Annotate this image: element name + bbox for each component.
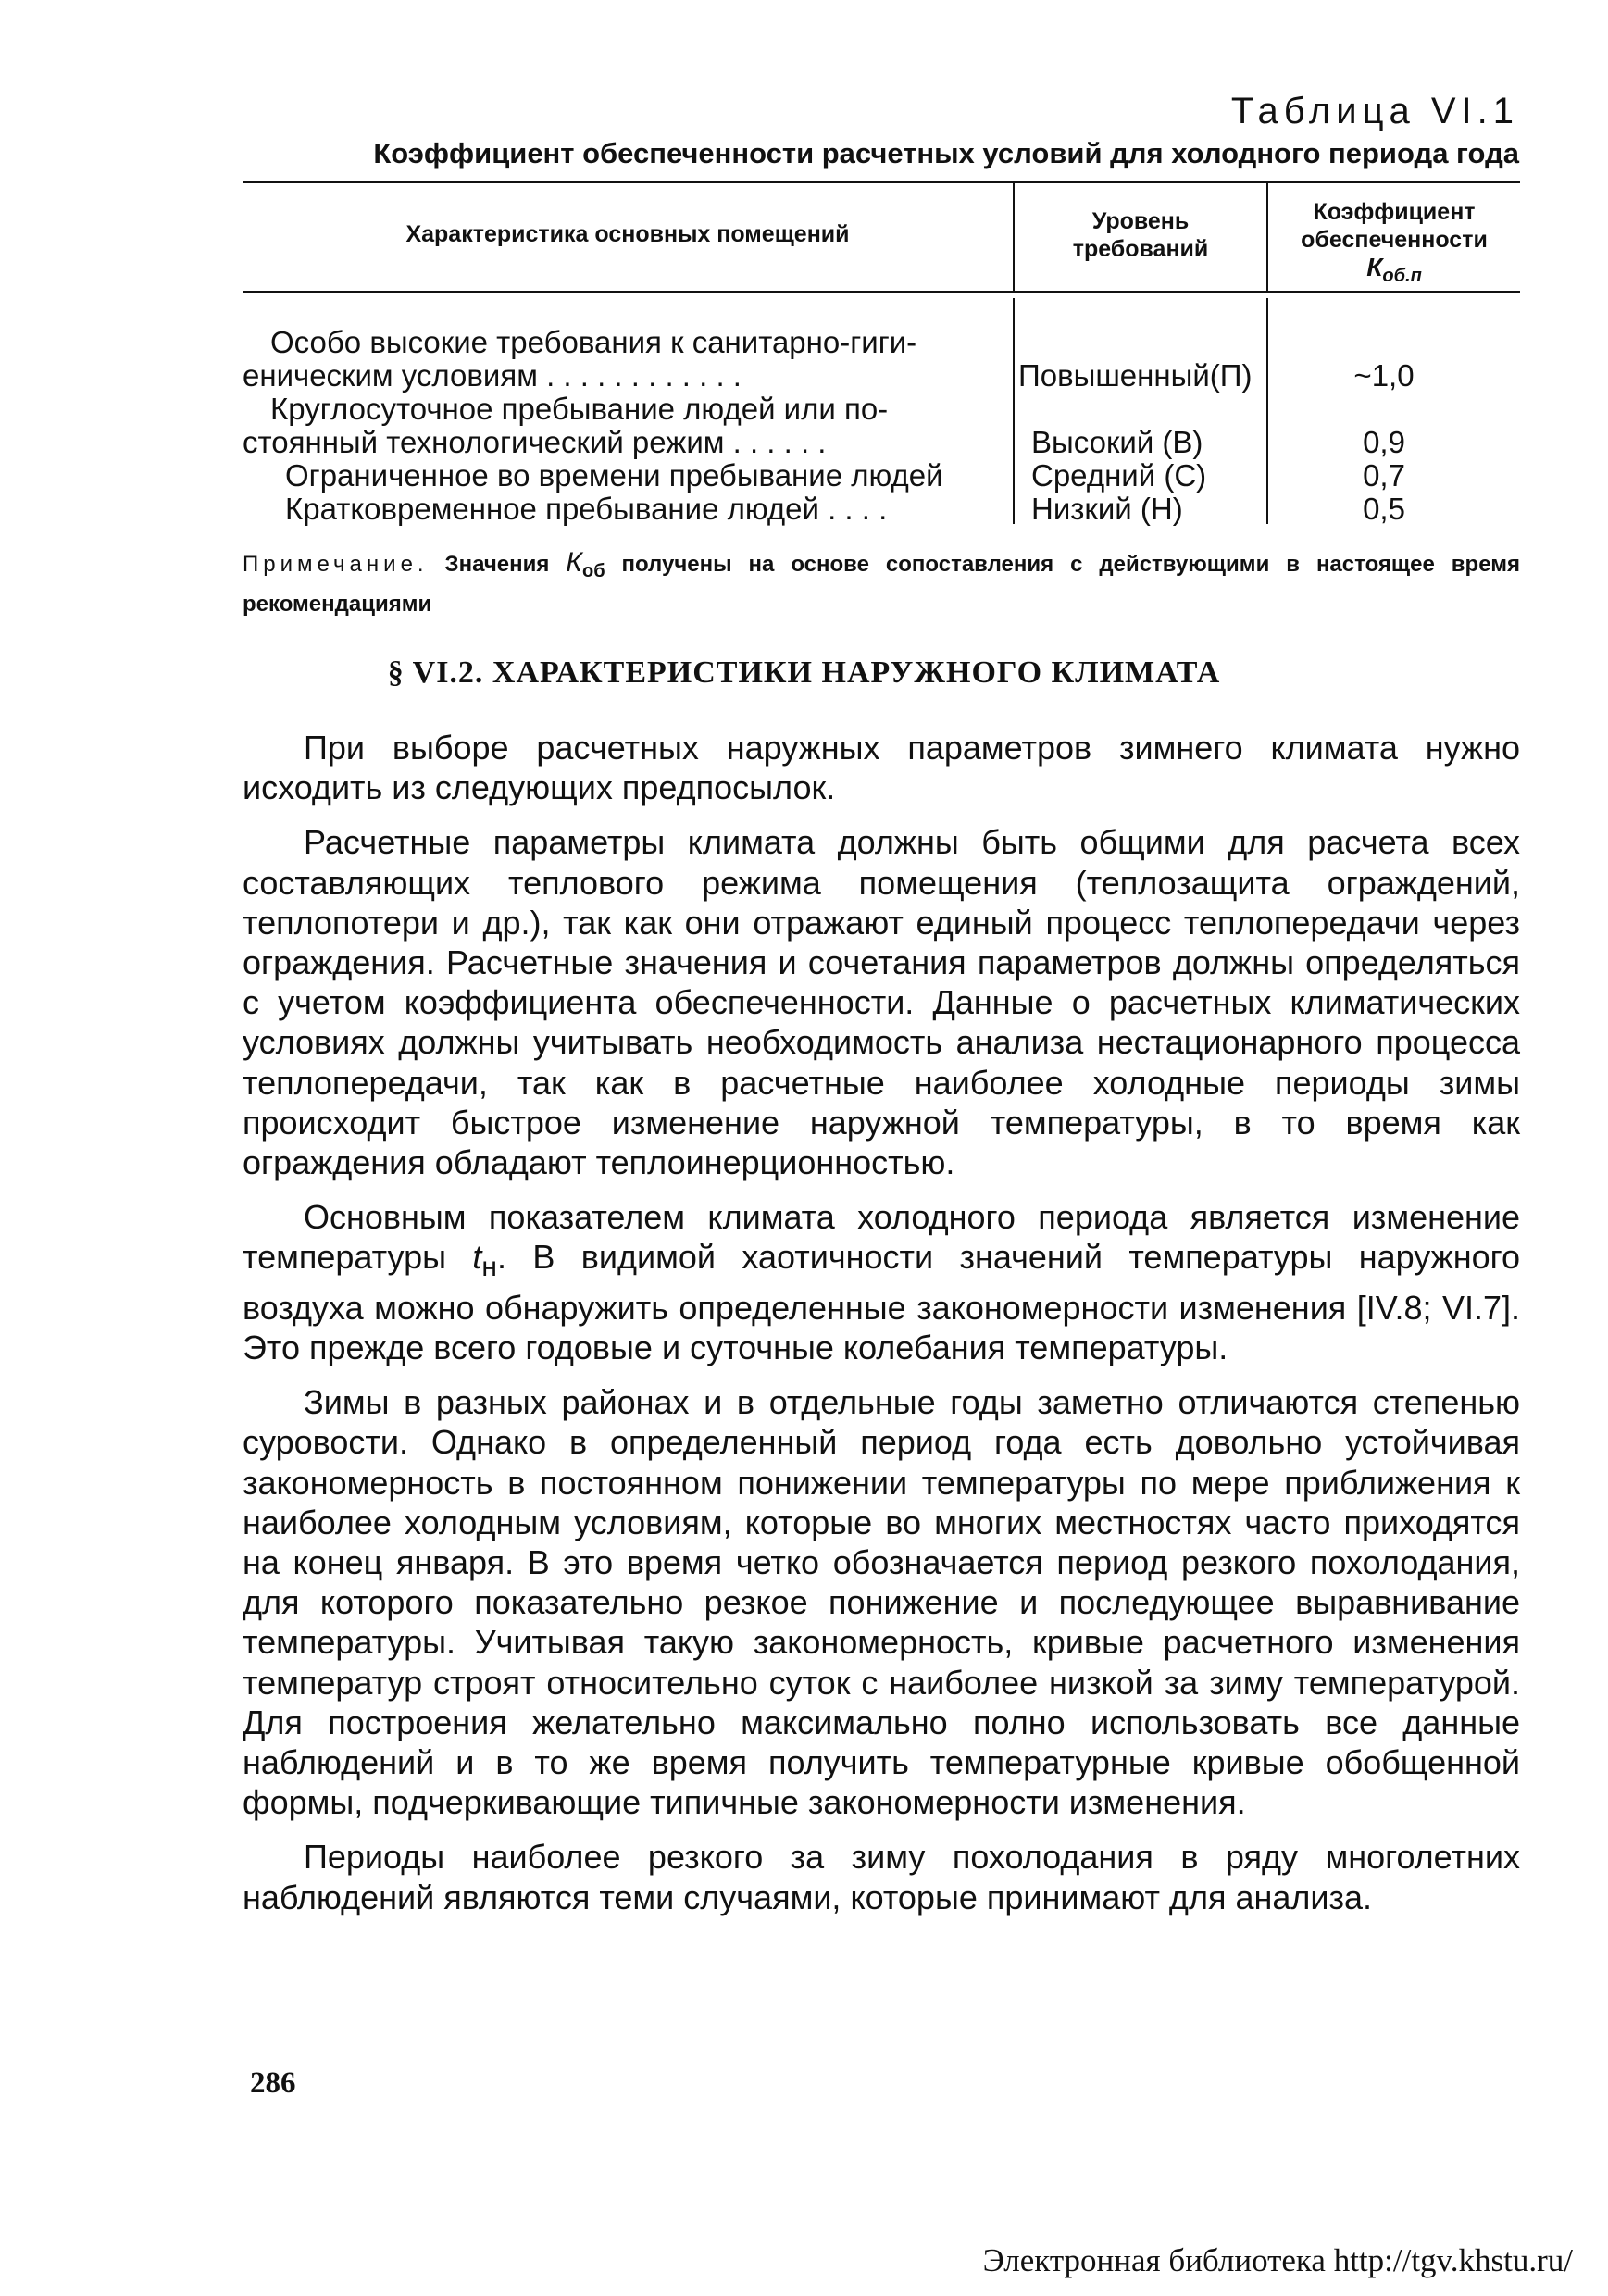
paragraph-4: Зимы в разных районах и в отдельные годы заметно отличаются степенью суровости. Однако в определенный период года есть довольно устойчивая закономерность в постоянном понижении температуры по мере приближения к наиболее холодным условиям, которые во многих местностях часто приходятся на конец января. В это время четко обозначается период резкого похолодания, для которого показательно резкое понижение и последующее выравнивание температуры. Учитывая такую закономерность, кривые расчетного изменения температур строят относительно суток с наиболее низкой за зиму температурой. Для построения желательно максимально полно использовать все данные наблюдений и в то же время получить температурные кривые обобщенной формы, подчеркивающие типичные закономерности изменения.: [243, 1383, 1520, 1822]
row-1-level: Повышенный(П): [1018, 358, 1253, 393]
header-coef-line1: Коэффициент: [1313, 199, 1476, 225]
header-level: [1015, 207, 1266, 263]
row-3-characteristic-line1: Ограниченное во времени пребывание людей: [285, 458, 943, 493]
temperature-subscript: н: [481, 1252, 497, 1283]
header-level-line2: требований: [1072, 236, 1209, 262]
header-coefficient: [1268, 198, 1520, 290]
temperature-symbol: t: [472, 1238, 482, 1277]
row-1-characteristic-line2: еническим условиям . . . . . . . . . . . .: [243, 358, 742, 393]
row-2-value: 0,9: [1363, 425, 1405, 459]
table-top-rule: [243, 181, 1520, 183]
coef-subscript: об.п: [1382, 266, 1422, 286]
body-divider-2: [1266, 298, 1268, 524]
paragraph-2: Расчетные параметры климата должны быть общими для расчета всех составляющих теплового режима помещения (теплозащита ограждений, теплопотери и др.), так как они отражают единый процесс теплопередачи через ограждения. Расчетные значения и сочетания параметров должны определяться с учетом коэффициента обеспеченности. Данные о расчетных климатических условиях должны учитывать необходимость анализа нестационарного процесса теплопередачи, так как в расчетные наиболее холодные периоды зимы происходит быстрое изменение наружной температуры, в то время как ограждения обладают теплоинерционностью.: [243, 823, 1520, 1182]
paragraph-1: При выборе расчетных наружных параметров зимнего климата нужно исходить из следующих предпосылок.: [243, 729, 1520, 807]
page-number: 286: [250, 2066, 296, 2100]
header-level-line1: Уровень: [1091, 208, 1190, 234]
library-link[interactable]: Электронная библиотека http://tgv.khstu.ru/: [982, 2242, 1573, 2278]
paragraph-3: [243, 1197, 1520, 1367]
row-4-characteristic-line1: Кратковременное пребывание людей . . . .: [285, 492, 888, 526]
row-1-characteristic-line1: Особо высокие требования к санитарно-гиги-: [270, 325, 917, 359]
note-text-after: получены на основе сопоставления с действующими в настоящее время рекомендациями: [243, 552, 1520, 617]
table-number: Таблица VI.1: [1230, 91, 1519, 131]
header-coef-line2: обеспеченности: [1301, 227, 1488, 253]
coefficient-table: [243, 181, 1520, 524]
row-3-level: Средний (С): [1031, 458, 1207, 493]
coef-symbol: К: [1366, 253, 1383, 281]
row-2-characteristic-line1: Круглосуточное пребывание людей или по-: [270, 392, 889, 426]
note-text-before: Значения: [444, 552, 550, 577]
row-4-level: Низкий (Н): [1031, 492, 1183, 526]
body-text: [243, 728, 1520, 1932]
table-header-rule: [243, 291, 1520, 293]
header-coef-symbol: [1268, 254, 1520, 290]
table-note: [243, 546, 1520, 621]
paragraph-3-before: Основным показателем климата холодного периода является изменение температуры: [243, 1198, 1520, 1277]
row-1-value: ~1,0: [1353, 358, 1415, 393]
header-characteristic: Характеристика основных помещений: [405, 221, 850, 247]
section-heading: § VI.2. ХАРАКТЕРИСТИКИ НАРУЖНОГО КЛИМАТА: [387, 655, 1221, 690]
note-label: Примечание.: [243, 552, 429, 577]
note-subscript: об: [581, 560, 605, 581]
row-4-value: 0,5: [1363, 492, 1405, 526]
row-2-level: Высокий (В): [1031, 425, 1203, 459]
table-title: Коэффициент обеспеченности расчетных условий для холодного периода года: [373, 137, 1519, 169]
row-3-value: 0,7: [1363, 458, 1405, 493]
paragraph-5: Периоды наиболее резкого за зиму похолодания в ряду многолетних наблюдений являются теми случаями, которые принимают для анализа.: [243, 1838, 1520, 1916]
note-symbol: К: [566, 547, 582, 578]
paragraph-3-after: . В видимой хаотичности значений температуры наружного воздуха можно обнаружить определенные закономерности изменения [IV.8; VI.7]. Это прежде всего годовые и суточные колебания температуры.: [243, 1238, 1520, 1367]
body-divider-1: [1013, 298, 1015, 524]
row-2-characteristic-line2: стоянный технологический режим . . . . . .: [243, 425, 827, 459]
